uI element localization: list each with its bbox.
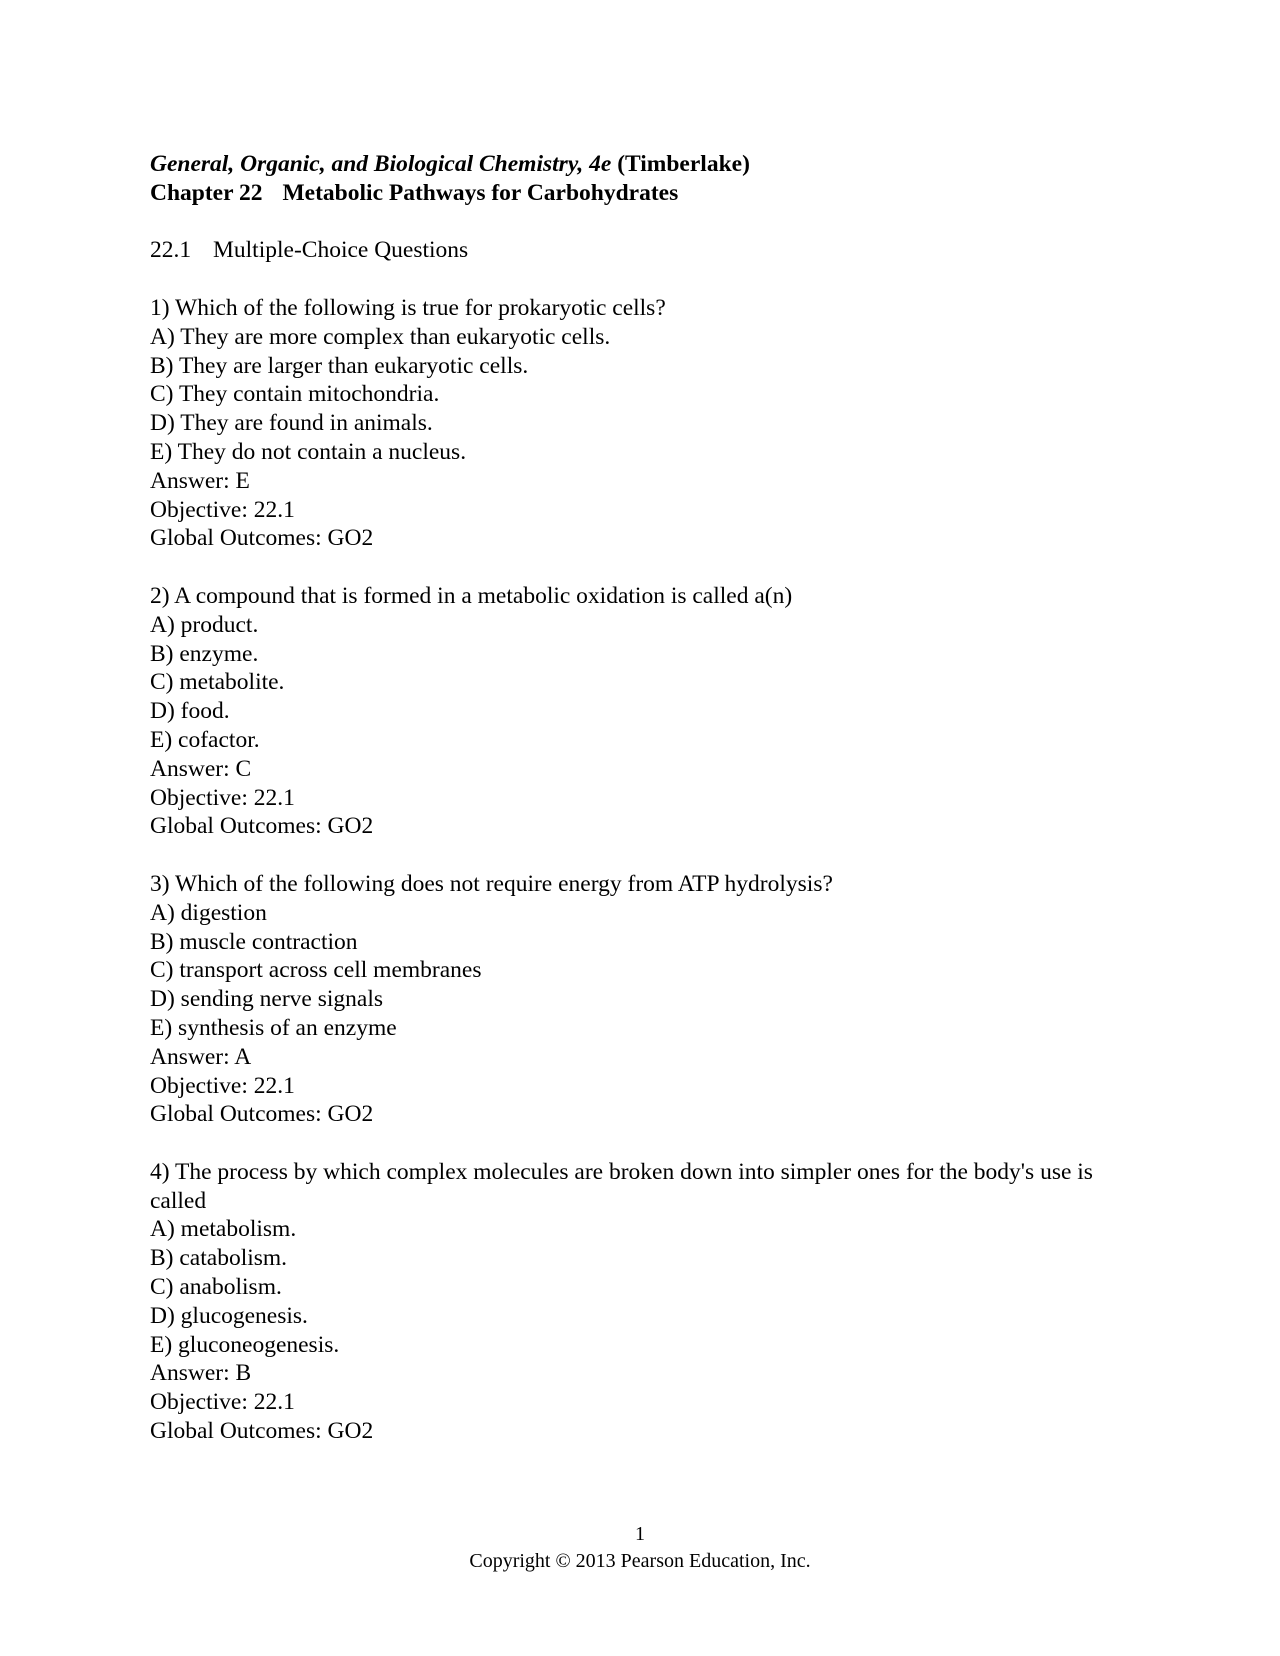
objective: Objective: 22.1 xyxy=(150,1389,295,1416)
option-d: D) sending nerve signals xyxy=(150,986,383,1013)
answer: Answer: C xyxy=(150,755,252,782)
global-outcomes: Global Outcomes: GO2 xyxy=(150,813,374,840)
question-2 xyxy=(150,582,1140,841)
document-header xyxy=(150,150,1140,208)
option-b: B) They are larger than eukaryotic cells. xyxy=(150,352,529,379)
global-outcomes: Global Outcomes: GO2 xyxy=(150,1418,374,1445)
book-author: (Timberlake) xyxy=(611,151,750,177)
option-d: D) glucogenesis. xyxy=(150,1302,308,1329)
document-page xyxy=(150,150,1140,1446)
question-stem: 2) A compound that is formed in a metabolic oxidation is called a(n) xyxy=(150,582,793,609)
question-4 xyxy=(150,1158,1140,1446)
option-c: C) anabolism. xyxy=(150,1274,282,1301)
answer: Answer: E xyxy=(150,467,250,494)
option-b: B) catabolism. xyxy=(150,1245,288,1272)
book-title-line xyxy=(150,150,1140,179)
global-outcomes: Global Outcomes: GO2 xyxy=(150,1101,374,1128)
question-stem: 4) The process by which complex molecules are broken down into simpler ones for the body's use is called xyxy=(150,1158,1093,1214)
option-d: D) They are found in animals. xyxy=(150,410,433,437)
option-a: A) product. xyxy=(150,611,259,638)
question-stem: 1) Which of the following is true for prokaryotic cells? xyxy=(150,294,666,321)
option-c: C) metabolite. xyxy=(150,669,285,696)
chapter-label: Chapter 22 xyxy=(150,179,263,206)
option-d: D) food. xyxy=(150,698,230,725)
section-title: Multiple-Choice Questions xyxy=(213,237,469,264)
page-number: 1 xyxy=(635,1523,645,1545)
chapter-heading xyxy=(150,179,1140,208)
option-e: E) synthesis of an enzyme xyxy=(150,1014,397,1041)
option-a: A) digestion xyxy=(150,899,267,926)
option-c: C) They contain mitochondria. xyxy=(150,381,440,408)
objective: Objective: 22.1 xyxy=(150,784,295,811)
option-e: E) gluconeogenesis. xyxy=(150,1331,340,1358)
question-3 xyxy=(150,870,1140,1129)
book-title: General, Organic, and Biological Chemistry, 4e xyxy=(150,151,612,177)
copyright-notice: Copyright © 2013 Pearson Education, Inc. xyxy=(469,1550,811,1572)
question-1 xyxy=(150,294,1140,553)
option-a: A) metabolism. xyxy=(150,1216,297,1243)
option-b: B) enzyme. xyxy=(150,640,259,667)
section-heading xyxy=(150,236,1140,265)
option-e: E) They do not contain a nucleus. xyxy=(150,438,467,465)
question-stem: 3) Which of the following does not require energy from ATP hydrolysis? xyxy=(150,870,833,897)
option-c: C) transport across cell membranes xyxy=(150,957,482,984)
objective: Objective: 22.1 xyxy=(150,1072,295,1099)
section-number: 22.1 xyxy=(150,237,192,264)
option-a: A) They are more complex than eukaryotic cells. xyxy=(150,323,611,350)
objective: Objective: 22.1 xyxy=(150,496,295,523)
answer: Answer: A xyxy=(150,1043,252,1070)
option-e: E) cofactor. xyxy=(150,726,260,753)
chapter-title: Metabolic Pathways for Carbohydrates xyxy=(282,179,679,206)
global-outcomes: Global Outcomes: GO2 xyxy=(150,525,374,552)
option-b: B) muscle contraction xyxy=(150,928,358,955)
answer: Answer: B xyxy=(150,1360,252,1387)
